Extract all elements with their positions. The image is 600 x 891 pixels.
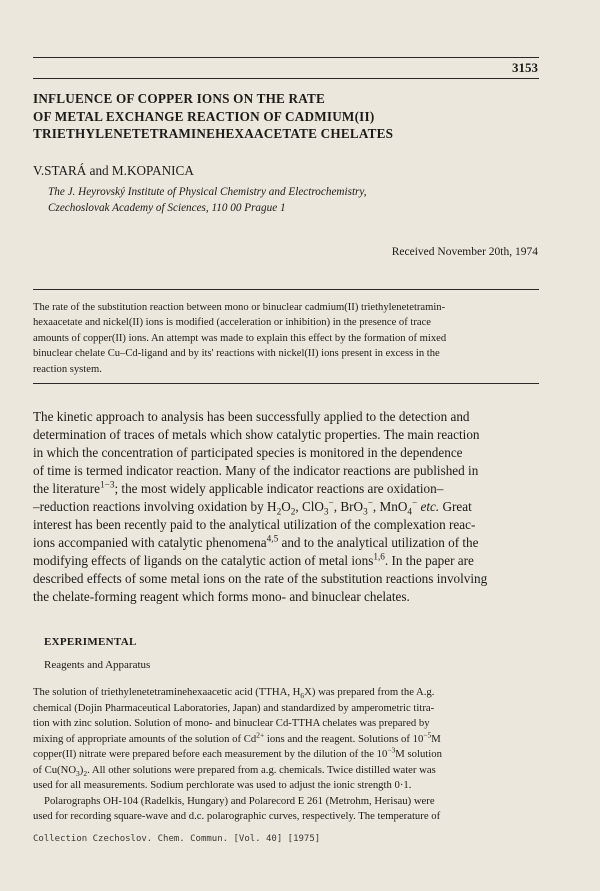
text: mixing of appropriate amounts of the solution of Cd <box>33 732 257 745</box>
header-rule <box>33 78 539 79</box>
exp-line: chemical (Dojin Pharmaceutical Laboratories, Japan) and standardized by amperometric titra- <box>33 701 435 714</box>
superscript: −3 <box>387 745 396 755</box>
exp-line: used for all measurements. Sodium perchlorate was used to adjust the ionic strength 0·1. <box>33 779 412 791</box>
subscript: 3 <box>323 506 329 517</box>
affiliation-line: Czechoslovak Academy of Sciences, 110 00 Prague 1 <box>48 202 286 214</box>
body-line: The kinetic approach to analysis has been successfully applied to the detection and <box>33 409 470 424</box>
experimental-text <box>33 685 539 825</box>
text: . All other solutions were prepared from a.g. chemicals. Twice distilled water was <box>87 763 436 776</box>
exp-line: Polarographs OH-104 (Radelkis, Hungary) and Polarecord E 261 (Metrohm, Herisau) were <box>44 794 435 807</box>
abstract <box>33 300 539 377</box>
abstract-bottom-rule <box>33 383 539 384</box>
abstract-top-rule <box>33 289 539 290</box>
body-line: interest has been recently paid to the analytical utilization of the complexation reac- <box>33 517 476 532</box>
body-line <box>33 498 539 516</box>
body-line: of time is termed indicator reaction. Many of the indicator reactions are published in <box>33 463 479 478</box>
italic-etc: etc. <box>417 499 440 514</box>
text: ; the most widely applicable indicator reactions are oxidation– <box>114 481 444 496</box>
exp-line: of $Cu(NO_3)_2$. All other solutions were prepared from a.g. chemicals. Twice distilled water was <box>33 763 436 778</box>
exp-line <box>33 747 539 763</box>
affiliation-line: The J. Heyrovský Institute of Physical Chemistry and Electrochemistry, <box>48 186 367 198</box>
subsection-heading: Reagents and Apparatus <box>44 659 151 671</box>
unit: M <box>395 748 405 760</box>
superscript: −5 <box>423 729 432 739</box>
title-line: TRIETHYLENETETRAMINEHEXAACETATE CHELATES <box>33 126 394 141</box>
abstract-line: The rate of the substitution reaction between mono or binuclear cadmium(II) triethylenetetramin- <box>33 302 446 313</box>
superscript: − <box>367 497 373 508</box>
subscript: 2 <box>276 506 282 517</box>
text: , MnO <box>372 499 408 514</box>
title-line: INFLUENCE OF COPPER IONS ON THE RATE <box>33 91 325 106</box>
top-rule <box>33 57 539 58</box>
citation: 1−3 <box>100 479 115 490</box>
exp-line <box>33 729 539 748</box>
text: copper(II) nitrate were prepared before each measurement by the dilution of the 10 <box>33 748 388 760</box>
text: X) was prepared from the A.g. <box>304 686 435 698</box>
exp-line: tion with zinc solution. Solution of mono- and binuclear Cd-TTHA chelates was prepared by <box>33 717 430 729</box>
citation: 4,5 <box>266 533 279 544</box>
subscript: 6 <box>300 691 305 701</box>
journal-footer: Collection Czechoslov. Chem. Commun. [Vol. 40] [1975] <box>33 834 321 844</box>
subscript: 2 <box>83 768 88 778</box>
text: solution <box>404 748 442 760</box>
text: Great <box>439 499 472 514</box>
abstract-line: reaction system. <box>33 363 102 375</box>
article-title <box>33 90 553 143</box>
body-line: in which the concentration of participated species is monitored in the dependence <box>33 445 463 460</box>
text: ions and the reagent. Solutions of 10 <box>264 732 424 745</box>
introduction-paragraph <box>33 408 539 606</box>
text: , BrO <box>333 499 364 514</box>
exp-line: used for recording square-wave and d.c. polarographic curves, respectively. The temperature of <box>33 810 441 822</box>
exp-line <box>33 685 539 701</box>
unit: M <box>431 732 441 745</box>
text: O <box>281 499 291 514</box>
text: of Cu(NO <box>33 763 77 776</box>
subscript: 3 <box>363 506 368 517</box>
abstract-line: hexaacetate and nickel(II) ions is modified (acceleration or inhibition) in the presence of trace <box>33 317 431 329</box>
subscript: 4 <box>407 506 412 517</box>
abstract-line: binuclear chelate Cu–Cd-ligand and by its' reactions with nickel(II) ions present in excess in the <box>33 348 440 360</box>
superscript: − <box>411 497 418 508</box>
body-line <box>33 552 539 570</box>
authors: V.STARÁ and M.KOPANICA <box>33 163 194 178</box>
text: –reduction reactions involving oxidation by H <box>33 499 277 514</box>
section-heading: EXPERIMENTAL <box>44 636 137 648</box>
text: ions accompanied with catalytic phenomena <box>33 535 267 550</box>
body-line: described effects of some metal ions on the rate of the substitution reactions involving <box>33 571 488 586</box>
abstract-line: amounts of copper(II) ions. An attempt was made to explain this effect by the formation of mixed <box>33 332 447 344</box>
text: , ClO <box>295 499 324 514</box>
body-line: determination of traces of metals which show catalytic properties. The main reaction <box>33 427 480 442</box>
body-line <box>33 534 539 552</box>
text: . In the paper are <box>384 553 474 568</box>
superscript: − <box>328 497 334 508</box>
title-line: OF METAL EXCHANGE REACTION OF CADMIUM(II) <box>33 108 375 124</box>
citation: 1,6 <box>373 551 385 562</box>
page-number: 3153 <box>512 60 538 75</box>
text: modifying effects of ligands on the catalytic action of metal ions <box>33 553 374 568</box>
body-line <box>33 480 539 498</box>
subscript: 3 <box>76 768 80 778</box>
text: The solution of triethylenetetraminehexaacetic acid (TTHA, H <box>33 686 301 698</box>
received-date: Received November 20th, 1974 <box>391 246 538 258</box>
superscript: 2+ <box>256 729 265 739</box>
subscript: 2 <box>290 506 296 517</box>
text: and to the analytical utilization of the <box>278 535 479 550</box>
text: the literature <box>33 481 100 496</box>
affiliation <box>48 184 367 216</box>
body-line: the chelate-forming reagent which forms mono- and binuclear chelates. <box>33 589 410 604</box>
